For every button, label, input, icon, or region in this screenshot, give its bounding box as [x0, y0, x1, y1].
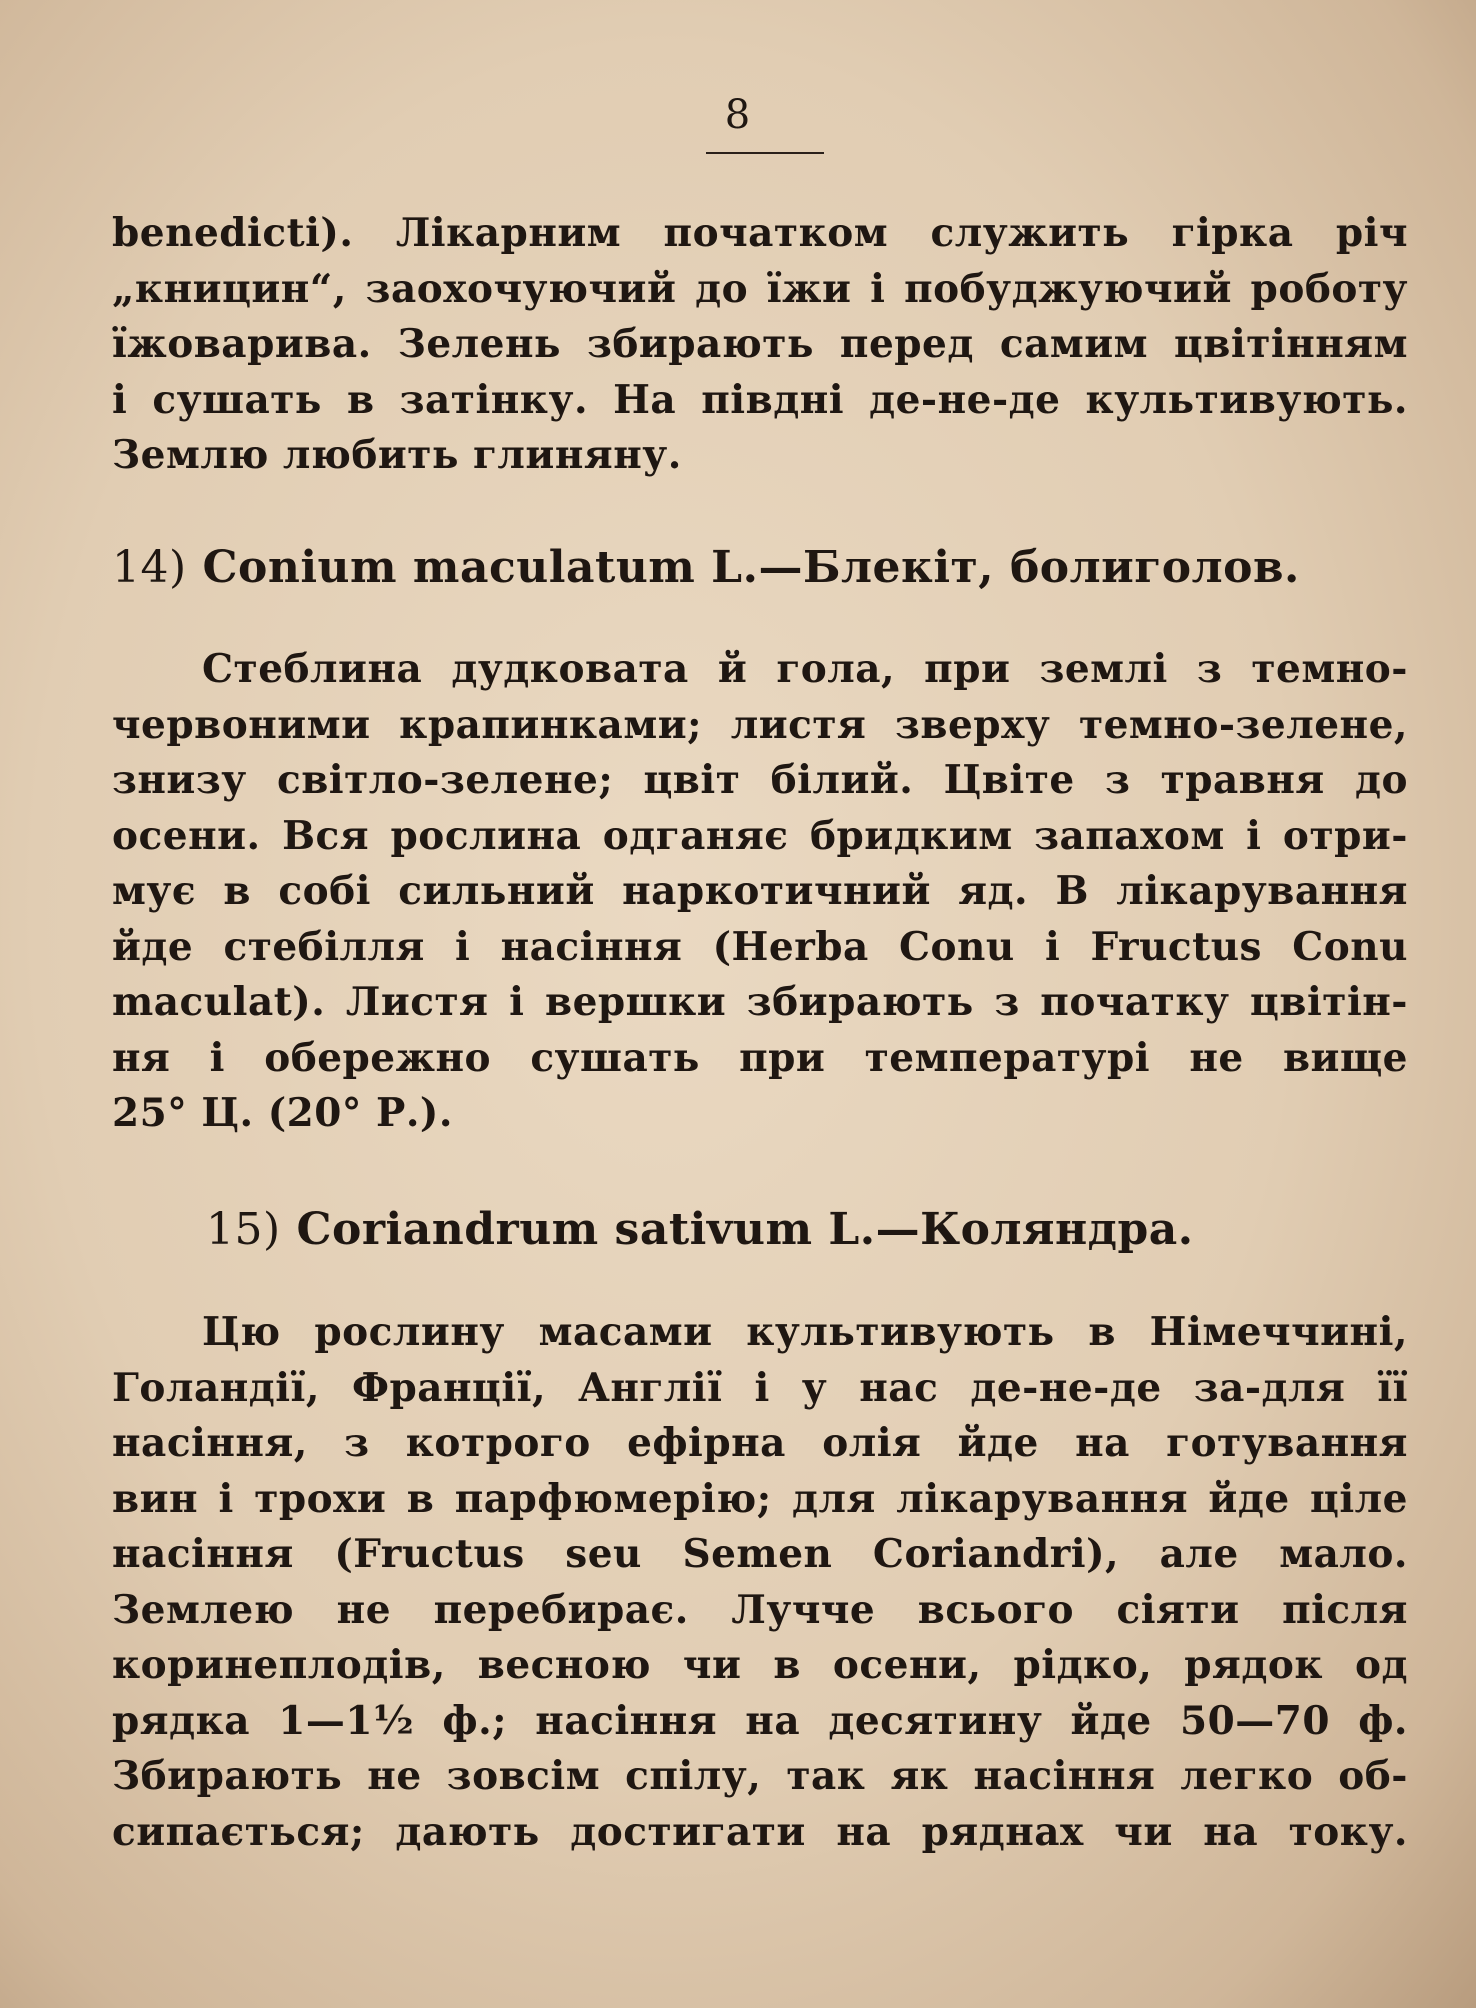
text-line: коринеплодів, весною чи в осени, рідко, рядок од	[112, 1642, 1408, 1688]
text-line: 25° Ц. (20° Р.).	[112, 1090, 453, 1136]
text-line: знизу світло-зелене; цвіт білий. Цвіте з травня до	[112, 757, 1408, 803]
section-14-number: 14)	[112, 542, 187, 593]
text-line: Стеблина дудковата й гола, при землі з темно-	[202, 646, 1408, 692]
text-line: насіння, з котрого ефірна олія йде на готування	[112, 1420, 1408, 1466]
text-line: насіння (Fructus seu Semen Coriandri), але мало.	[112, 1531, 1408, 1577]
text-line: сипається; дають достигати на ряднах чи на току.	[112, 1808, 1408, 1855]
text-line: червоними крапинками; листя зверху темно-зелене,	[112, 701, 1408, 748]
section-14-title: Conium maculatum L.—Блекіт, болиголов.	[202, 542, 1300, 593]
text-line: йде стебілля і насіння (Herba Conu і Fructus Conu	[112, 923, 1408, 970]
section-15-paragraph	[112, 1305, 1408, 1860]
text-line: Землю любить глиняну.	[112, 432, 682, 478]
text-line: benedicti). Лікарним початком служить гірка річ	[112, 210, 1408, 256]
text-line: ня і обережно сушать при температурі не вище	[112, 1034, 1408, 1081]
section-15-number: 15)	[206, 1204, 281, 1255]
section-14-paragraph	[112, 642, 1408, 1142]
text-line: maculat). Листя і вершки збирають з початку цвітін-	[112, 979, 1408, 1025]
text-line: Голандії, Франції, Англії і у нас де-не-де за-для її	[112, 1364, 1408, 1411]
text-line: і сушать в затінку. На півдні де-не-де культивують.	[112, 376, 1408, 423]
intro-paragraph	[112, 206, 1408, 484]
text-line: „кницин“, заохочуючий до їжи і побуджуючий роботу	[112, 265, 1408, 312]
text-line: Збирають не зовсім спілу, так як насіння легко об-	[112, 1753, 1408, 1799]
text-line: їжоварива. Зелень збирають перед самим цвітінням	[112, 321, 1408, 367]
text-line: мує в собі сильний наркотичний яд. В лікарування	[112, 868, 1408, 914]
text-line: Землею не перебирає. Лучче всього сіяти після	[112, 1586, 1408, 1633]
text-line: рядка 1—1½ ф.; насіння на десятину йде 50—70 ф.	[112, 1697, 1408, 1744]
text-line: вин і трохи в парфюмерію; для лікарування йде ціле	[112, 1475, 1408, 1522]
section-14-heading	[112, 542, 1300, 593]
page-number-rule	[706, 152, 824, 154]
page-number: 8	[724, 92, 752, 138]
section-15-title: Coriandrum sativum L.—Коляндра.	[296, 1204, 1194, 1255]
text-line: осени. Вся рослина одганяє бридким запахом і отри-	[112, 812, 1408, 859]
section-15-heading	[206, 1204, 1194, 1255]
text-line: Цю рослину масами культивують в Німеччині,	[202, 1309, 1408, 1355]
